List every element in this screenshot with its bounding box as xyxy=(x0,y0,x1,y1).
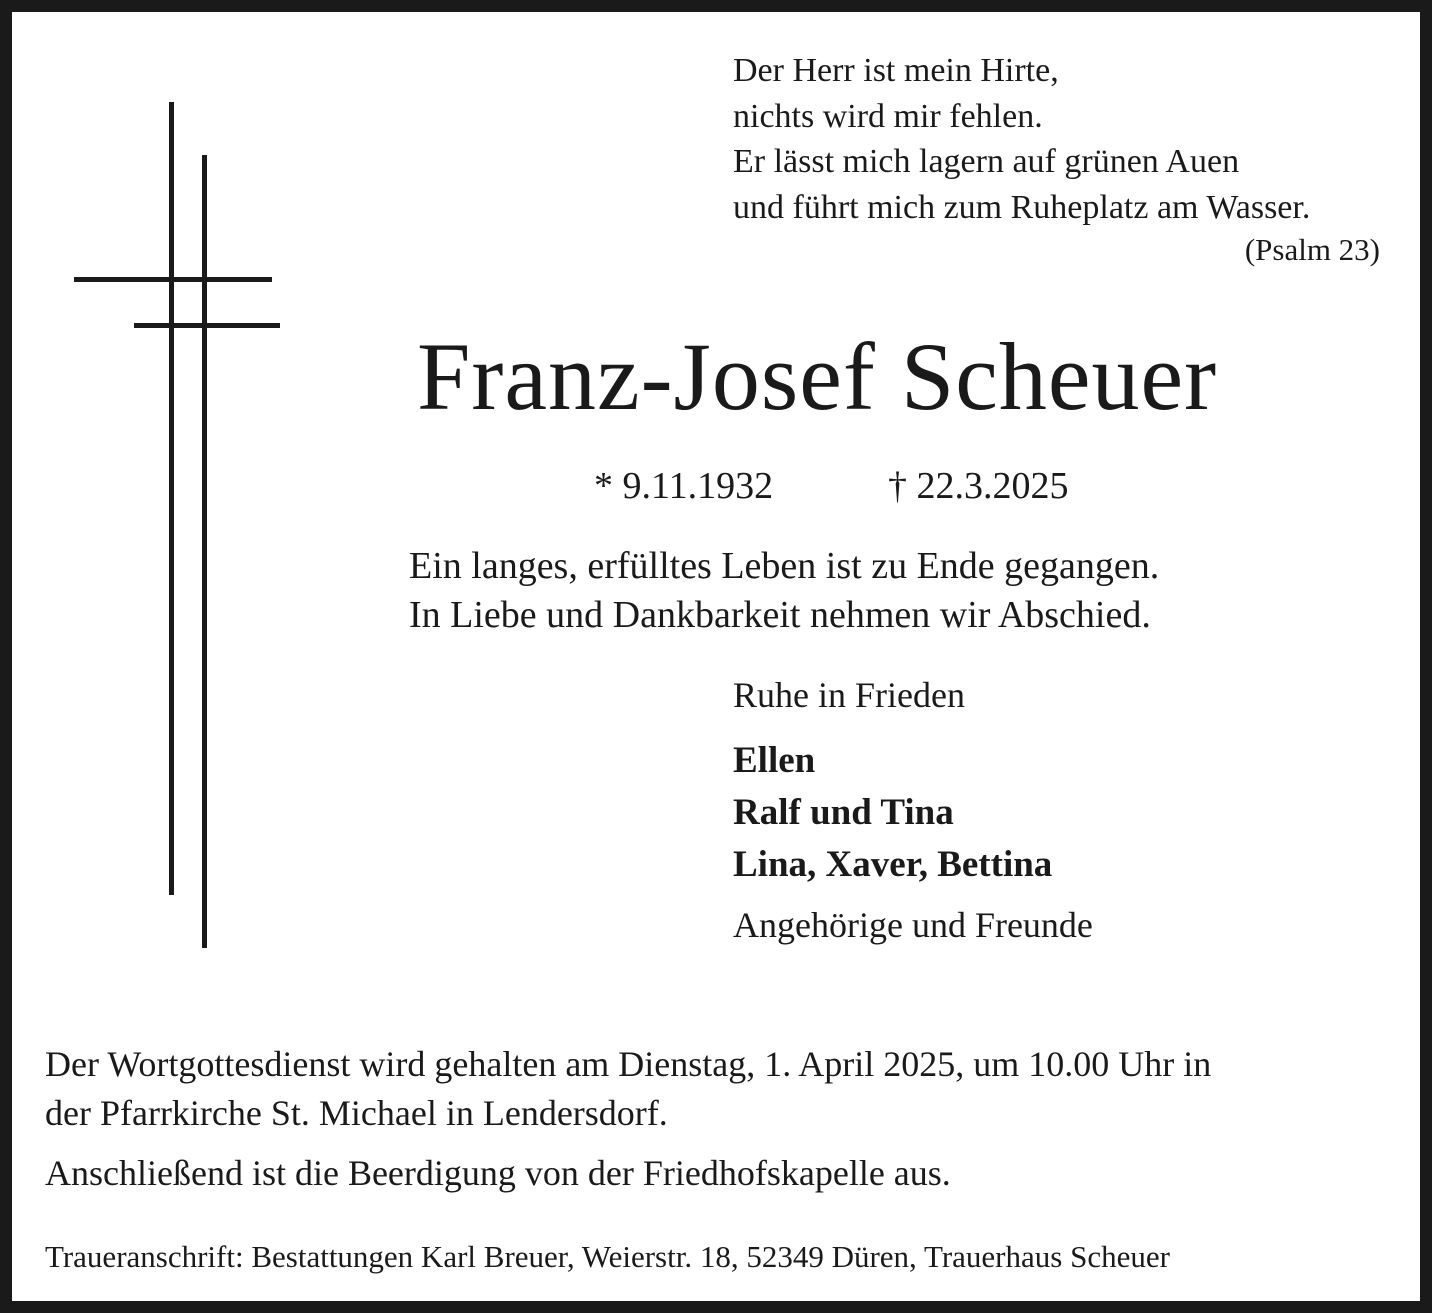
service-line: der Pfarrkirche St. Michael in Lendersdorf. xyxy=(45,1093,668,1133)
psalm-line: Der Herr ist mein Hirte, xyxy=(733,52,1059,89)
family-member: Ralf und Tina xyxy=(733,792,954,833)
family-member: Lina, Xaver, Bettina xyxy=(733,844,1053,885)
service-line: Der Wortgottesdienst wird gehalten am Dienstag, 1. April 2025, um 10.00 Uhr in xyxy=(45,1044,1212,1084)
cross-horizontal-top xyxy=(74,277,272,282)
farewell-line: In Liebe und Dankbarkeit nehmen wir Abschied. xyxy=(409,594,1151,636)
psalm-line: Er lässt mich lagern auf grünen Auen xyxy=(733,143,1240,180)
psalm-line: und führt mich zum Ruheplatz am Wasser. xyxy=(733,188,1311,226)
condolence-address: Traueranschrift: Bestattungen Karl Breuer, Weierstr. 18, 52349 Düren, Trauerhaus Scheuer xyxy=(45,1239,1170,1274)
psalm-quote xyxy=(733,48,1393,230)
burial-info: Anschließend ist die Beerdigung von der Friedhofskapelle aus. xyxy=(45,1153,951,1193)
farewell-text xyxy=(409,542,1159,640)
psalm-line: nichts wird mir fehlen. xyxy=(733,97,1043,135)
service-info xyxy=(45,1040,1415,1138)
cross-vertical-right xyxy=(202,155,207,948)
cross-horizontal-bottom xyxy=(134,323,280,328)
cross-vertical-left xyxy=(169,102,174,895)
family-member: Ellen xyxy=(733,740,816,781)
birth-date: * 9.11.1932 xyxy=(594,465,774,507)
psalm-source: (Psalm 23) xyxy=(1244,232,1380,267)
death-date: † 22.3.2025 xyxy=(888,465,1069,507)
family-names xyxy=(733,735,1052,891)
relatives-and-friends: Angehörige und Freunde xyxy=(733,905,1093,945)
farewell-line: Ein langes, erfülltes Leben ist zu Ende gegangen. xyxy=(409,545,1160,587)
deceased-name: Franz-Josef Scheuer xyxy=(417,323,1218,430)
rest-in-peace: Ruhe in Frieden xyxy=(733,675,965,715)
